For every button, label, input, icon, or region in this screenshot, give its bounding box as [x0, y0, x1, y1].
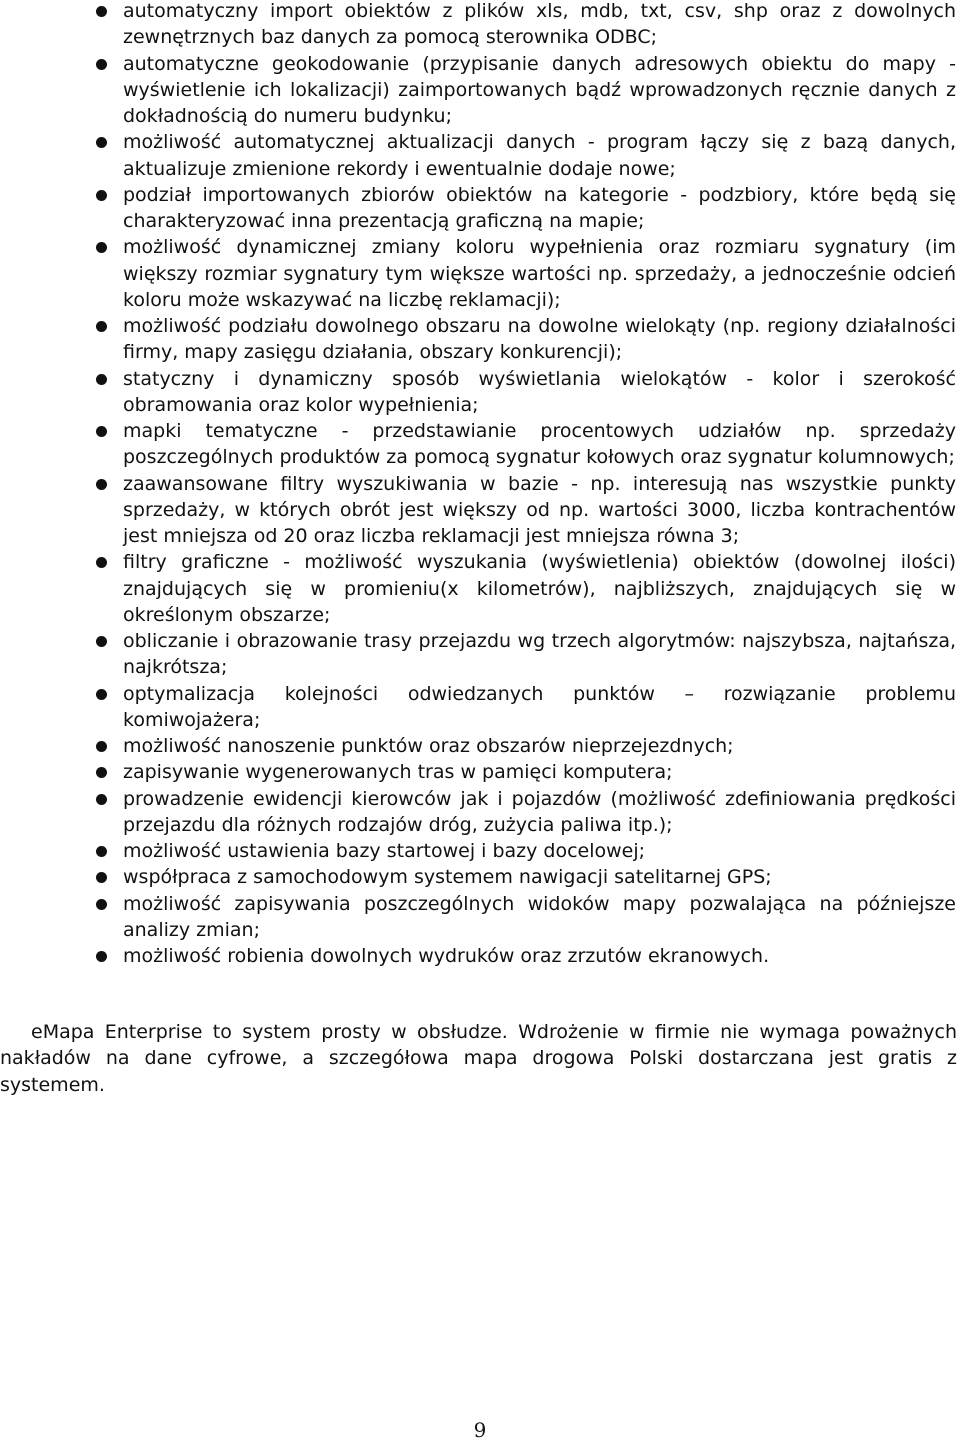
bullet-icon — [96, 557, 107, 568]
list-item — [0, 234, 960, 313]
list-item — [0, 549, 960, 628]
list-item — [0, 628, 960, 681]
list-item-text: możliwość podziału dowolnego obszaru na dowolne wielokąty (np. regiony działalności firmy, mapy zasięgu działania, obszary konkurencji); — [123, 315, 956, 364]
list-item — [0, 838, 960, 864]
list-item-text: możliwość zapisywania poszczególnych widoków mapy pozwalająca na późniejsze analizy zmian; — [123, 892, 956, 941]
bullet-icon — [96, 137, 107, 148]
list-item-text: możliwość ustawienia bazy startowej i bazy docelowej; — [123, 840, 646, 862]
bullet-icon — [96, 190, 107, 201]
bullet-icon — [96, 872, 107, 883]
list-item-text: współpraca z samochodowym systemem nawigacji satelitarnej GPS; — [123, 866, 772, 889]
list-item-text: możliwość robienia dowolnych wydruków oraz zrzutów ekranowych. — [123, 945, 770, 967]
list-item-text: prowadzenie ewidencji kierowców jak i pojazdów (możliwość zdefiniowania prędkości przejazdu dla różnych rodzajów dróg, zużycia paliwa itp.); — [123, 787, 956, 836]
list-item-text: zaawansowane filtry wyszukiwania w bazie - np. interesują nas wszystkie punkty sprzedaży, w których obrót jest większy od np. wartości 3000, liczba kontrachentów jest mniejsza od 20 oraz liczba reklamacji jest mniejsza równa 3; — [123, 472, 956, 547]
bullet-icon — [96, 6, 107, 17]
list-item — [0, 51, 960, 130]
bullet-icon — [96, 59, 107, 70]
list-item — [0, 366, 960, 419]
bullet-icon — [96, 951, 107, 962]
list-item — [0, 759, 960, 785]
bullet-icon — [96, 689, 107, 700]
list-item — [0, 418, 960, 471]
list-item — [0, 864, 960, 890]
list-item — [0, 943, 960, 969]
list-item — [0, 129, 960, 182]
page-number: 9 — [473, 1418, 487, 1442]
list-item-text: obliczanie i obrazowanie trasy przejazdu wg trzech algorytmów: najszybsza, najtańsza, najkrótsza; — [123, 630, 956, 679]
list-item-text: możliwość dynamicznej zmiany koloru wypełnienia oraz rozmiaru sygnatury (im większy rozmiar sygnatury tym większe wartości np. sprzedaży, a jednocześnie odcień koloru może wskazywać na liczbę reklamacji); — [123, 236, 956, 311]
bullet-icon — [96, 242, 107, 253]
list-item — [0, 313, 960, 366]
list-item — [0, 891, 960, 944]
list-item-text: możliwość automatycznej aktualizacji danych - program łączy się z bazą danych, aktualizuje zmienione rekordy i ewentualnie dodaje nowe; — [123, 131, 956, 180]
bullet-icon — [96, 321, 107, 332]
list-item — [0, 681, 960, 734]
bullet-icon — [96, 741, 107, 752]
list-item-text: automatyczne geokodowanie (przypisanie danych adresowych obiektu do mapy - wyświetlenie ich lokalizacji) zaimportowanych bądź wprowadzonych ręcznie danych z dokładnością do numeru budynku; — [123, 52, 956, 127]
list-item — [0, 786, 960, 839]
list-item-text: zapisywanie wygenerowanych tras w pamięci komputera; — [123, 761, 673, 784]
bullet-icon — [96, 899, 107, 910]
list-item-text: podział importowanych zbiorów obiektów na kategorie - podzbiory, które będą się charakteryzować inna prezentacją graficzną na mapie; — [123, 183, 956, 232]
bullet-icon — [96, 846, 107, 857]
list-item — [0, 0, 960, 51]
list-item-text: mapki tematyczne - przedstawianie procentowych udziałów np. sprzedaży poszczególnych produktów za pomocą sygnatur kołowych oraz sygnatur kolumnowych; — [123, 420, 956, 469]
list-item — [0, 182, 960, 235]
list-item — [0, 733, 960, 759]
bullet-icon — [96, 426, 107, 437]
bullet-icon — [96, 636, 107, 647]
closing-paragraph: eMapa Enterprise to system prosty w obsłudze. Wdrożenie w firmie nie wymaga poważnych nakładów na dane cyfrowe, a szczegółowa mapa drogowa Polski dostarczana jest gratis z systemem. — [0, 1021, 957, 1096]
list-item-text: statyczny i dynamiczny sposób wyświetlania wielokątów - kolor i szerokość obramowania oraz kolor wypełnienia; — [123, 367, 956, 416]
list-item — [0, 471, 960, 550]
bullet-icon — [96, 479, 107, 490]
bullet-icon — [96, 374, 107, 385]
list-item-text: filtry graficzne - możliwość wyszukania (wyświetlenia) obiektów (dowolnej ilości) znajdujących się w promieniu(x kilometrów), najbliższych, znajdujących się w określonym obszarze; — [123, 551, 956, 626]
list-item-text: możliwość nanoszenie punktów oraz obszarów nieprzejezdnych; — [123, 735, 734, 757]
list-item-text: optymalizacja kolejności odwiedzanych punktów – rozwiązanie problemu komiwojażera; — [123, 682, 956, 731]
list-item-text: automatyczny import obiektów z plików xls, mdb, txt, csv, shp oraz z dowolnych zewnętrznych baz danych za pomocą sterownika ODBC; — [123, 0, 956, 49]
bullet-icon — [96, 794, 107, 805]
bullet-icon — [96, 767, 107, 778]
